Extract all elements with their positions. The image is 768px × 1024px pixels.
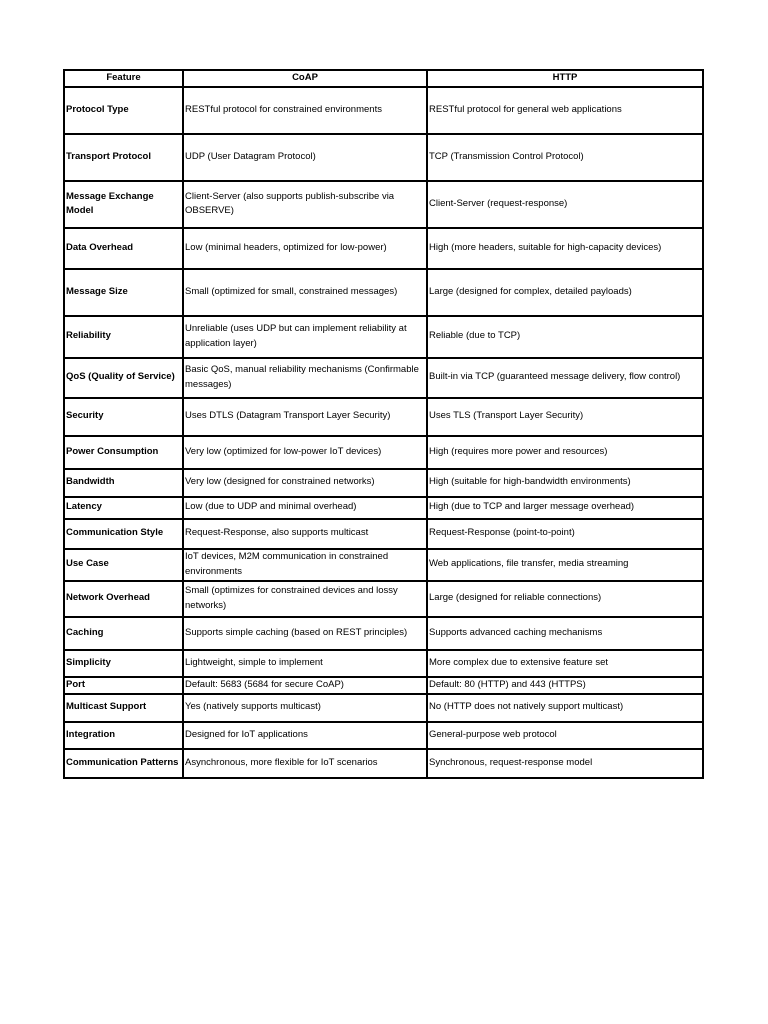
feature-cell: Caching — [64, 617, 183, 650]
coap-cell: Asynchronous, more flexible for IoT scenarios — [183, 749, 427, 778]
table-row — [64, 436, 703, 469]
coap-cell: Low (minimal headers, optimized for low-power) — [183, 228, 427, 269]
http-cell: Default: 80 (HTTP) and 443 (HTTPS) — [427, 677, 703, 694]
http-cell: Reliable (due to TCP) — [427, 316, 703, 358]
feature-cell: Reliability — [64, 316, 183, 358]
table-row — [64, 181, 703, 228]
feature-cell: QoS (Quality of Service) — [64, 358, 183, 398]
table-row — [64, 398, 703, 436]
coap-cell: Client-Server (also supports publish-subscribe via OBSERVE) — [183, 181, 427, 228]
feature-cell: Security — [64, 398, 183, 436]
coap-cell: Supports simple caching (based on REST principles) — [183, 617, 427, 650]
http-cell: RESTful protocol for general web applications — [427, 87, 703, 134]
coap-cell: Basic QoS, manual reliability mechanisms (Confirmable messages) — [183, 358, 427, 398]
coap-cell: Default: 5683 (5684 for secure CoAP) — [183, 677, 427, 694]
coap-cell: IoT devices, M2M communication in constrained environments — [183, 549, 427, 581]
table-header — [64, 70, 703, 87]
coap-cell: Designed for IoT applications — [183, 722, 427, 749]
table-row — [64, 134, 703, 181]
coap-cell: Unreliable (uses UDP but can implement reliability at application layer) — [183, 316, 427, 358]
coap-cell: RESTful protocol for constrained environments — [183, 87, 427, 134]
table-row — [64, 617, 703, 650]
http-cell: Large (designed for reliable connections) — [427, 581, 703, 617]
table-row — [64, 749, 703, 778]
table-row — [64, 228, 703, 269]
http-cell: Client-Server (request-response) — [427, 181, 703, 228]
coap-cell: Small (optimizes for constrained devices and lossy networks) — [183, 581, 427, 617]
comparison-table — [63, 69, 704, 779]
http-cell: General-purpose web protocol — [427, 722, 703, 749]
coap-cell: Yes (natively supports multicast) — [183, 694, 427, 722]
table-row — [64, 650, 703, 677]
http-cell: High (more headers, suitable for high-capacity devices) — [427, 228, 703, 269]
table-row — [64, 269, 703, 316]
table-row — [64, 316, 703, 358]
table-row — [64, 549, 703, 581]
coap-cell: Very low (optimized for low-power IoT devices) — [183, 436, 427, 469]
feature-cell: Integration — [64, 722, 183, 749]
http-cell: TCP (Transmission Control Protocol) — [427, 134, 703, 181]
feature-cell: Protocol Type — [64, 87, 183, 134]
feature-cell: Network Overhead — [64, 581, 183, 617]
table-row — [64, 722, 703, 749]
feature-cell: Message Exchange Model — [64, 181, 183, 228]
http-cell: High (due to TCP and larger message overhead) — [427, 497, 703, 519]
feature-cell: Message Size — [64, 269, 183, 316]
coap-cell: Uses DTLS (Datagram Transport Layer Security) — [183, 398, 427, 436]
coap-cell: Small (optimized for small, constrained messages) — [183, 269, 427, 316]
http-cell: Request-Response (point-to-point) — [427, 519, 703, 549]
feature-cell: Simplicity — [64, 650, 183, 677]
http-cell: Large (designed for complex, detailed payloads) — [427, 269, 703, 316]
coap-cell: Low (due to UDP and minimal overhead) — [183, 497, 427, 519]
feature-cell: Transport Protocol — [64, 134, 183, 181]
feature-cell: Use Case — [64, 549, 183, 581]
feature-cell: Data Overhead — [64, 228, 183, 269]
coap-cell: Very low (designed for constrained networks) — [183, 469, 427, 497]
header-http: HTTP — [427, 70, 703, 87]
http-cell: No (HTTP does not natively support multicast) — [427, 694, 703, 722]
table-row — [64, 87, 703, 134]
header-feature: Feature — [64, 70, 183, 87]
table-row — [64, 469, 703, 497]
http-cell: More complex due to extensive feature set — [427, 650, 703, 677]
http-cell: Synchronous, request-response model — [427, 749, 703, 778]
feature-cell: Communication Style — [64, 519, 183, 549]
table-row — [64, 519, 703, 549]
feature-cell: Port — [64, 677, 183, 694]
coap-cell: Request-Response, also supports multicast — [183, 519, 427, 549]
table-row — [64, 358, 703, 398]
table-body — [64, 87, 703, 778]
table-row — [64, 581, 703, 617]
coap-cell: UDP (User Datagram Protocol) — [183, 134, 427, 181]
http-cell: Uses TLS (Transport Layer Security) — [427, 398, 703, 436]
table-row — [64, 497, 703, 519]
http-cell: High (suitable for high-bandwidth environments) — [427, 469, 703, 497]
feature-cell: Multicast Support — [64, 694, 183, 722]
http-cell: Web applications, file transfer, media streaming — [427, 549, 703, 581]
header-row — [64, 70, 703, 87]
coap-cell: Lightweight, simple to implement — [183, 650, 427, 677]
http-cell: Supports advanced caching mechanisms — [427, 617, 703, 650]
table-row — [64, 694, 703, 722]
http-cell: High (requires more power and resources) — [427, 436, 703, 469]
table-row — [64, 677, 703, 694]
header-coap: CoAP — [183, 70, 427, 87]
feature-cell: Communication Patterns — [64, 749, 183, 778]
feature-cell: Power Consumption — [64, 436, 183, 469]
http-cell: Built-in via TCP (guaranteed message delivery, flow control) — [427, 358, 703, 398]
feature-cell: Latency — [64, 497, 183, 519]
feature-cell: Bandwidth — [64, 469, 183, 497]
